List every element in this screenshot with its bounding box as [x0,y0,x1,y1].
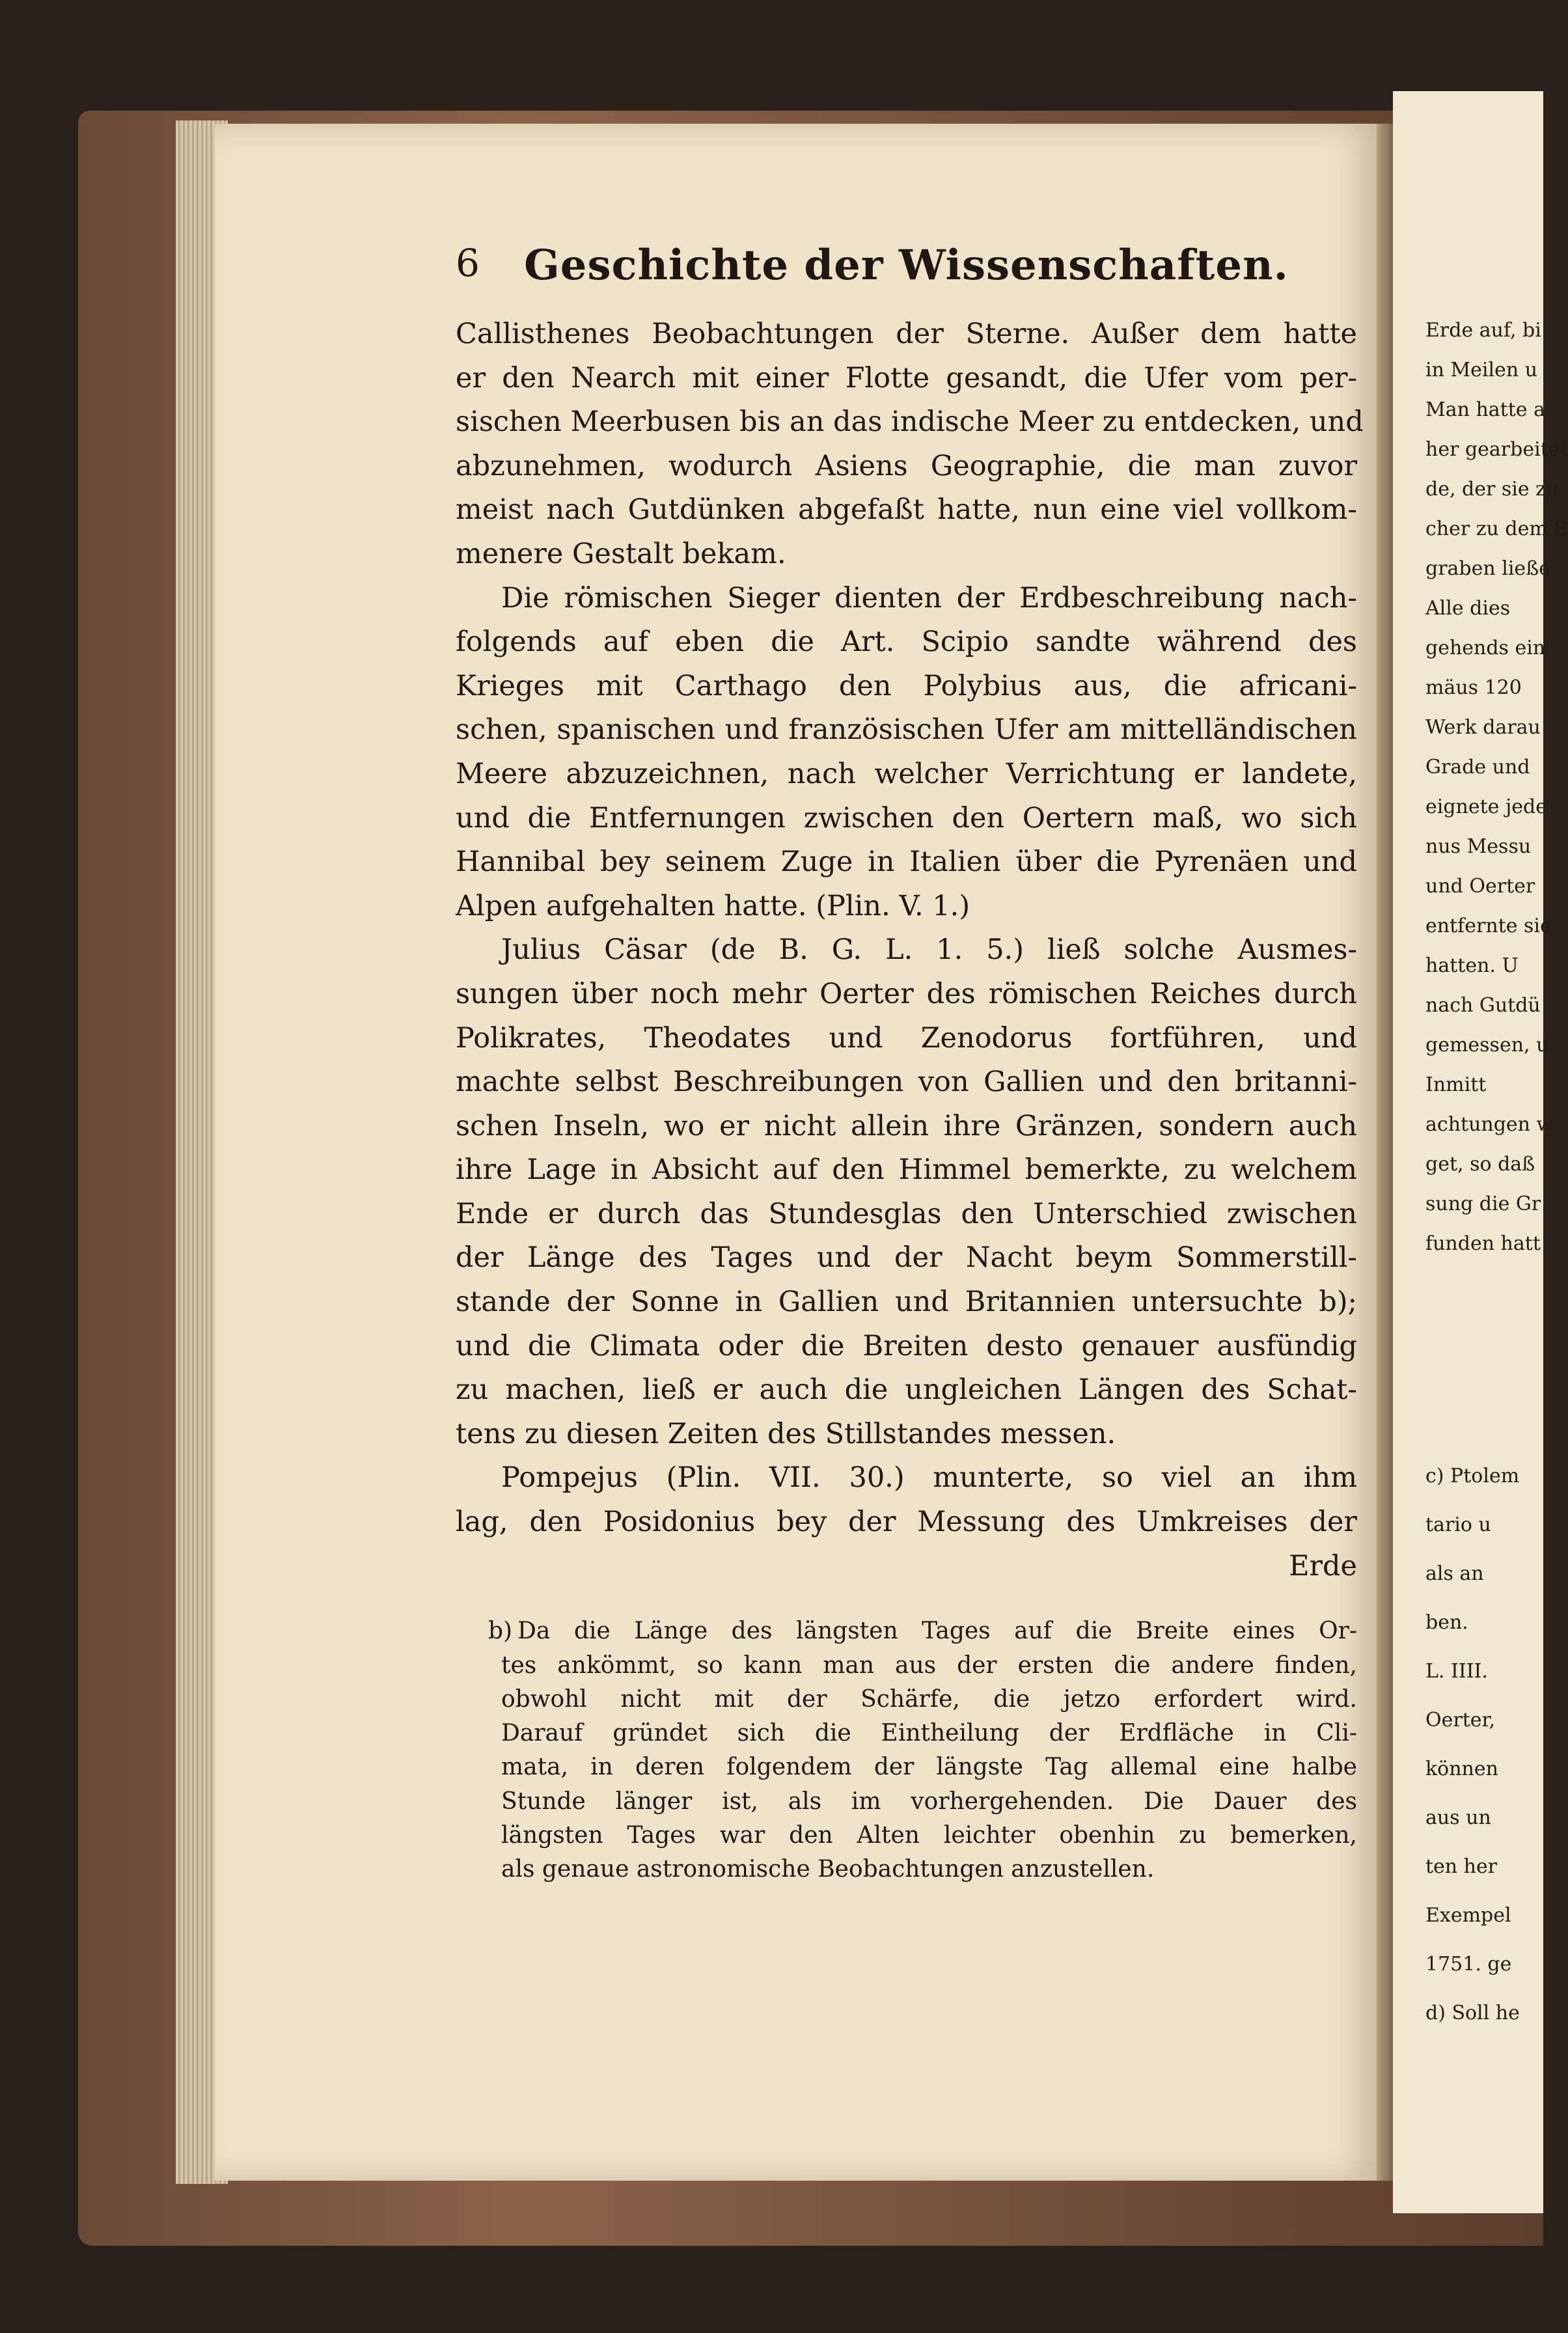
facing-page-line: achtungen w [1425,1113,1554,1136]
text-line: Alpen aufgehalten hatte. (Plin. V. 1.) [456,889,970,922]
body-text [456,312,1364,1588]
facing-page-line: Grade und [1425,756,1530,779]
text-line: Ende er durch das Stundesglas den Unterschied zwischen [456,1197,1357,1230]
text-line: zu machen, ließ er auch die ungleichen Längen des Schat- [456,1374,1357,1407]
facing-page-line: ben. [1425,1611,1468,1634]
facing-page-line: entfernte sie [1425,915,1552,937]
footnote-text: Da die Länge des längsten Tages auf die Breite eines Or- [517,1618,1357,1645]
page-content [456,241,1364,1887]
facing-page-line: nus Messu [1425,835,1532,858]
catchword: Erde [1289,1549,1357,1582]
facing-page-line: sung die Gr [1425,1193,1541,1215]
facing-page-line: funden hatt [1425,1232,1541,1255]
text-line: lag, den Posidonius bey der Messung des Umkreises der [456,1506,1357,1539]
facing-page-line: Werk darau [1425,716,1541,739]
facing-page-line: c) Ptolem [1425,1465,1520,1487]
footnote-line: Darauf gründet sich die Eintheilung der Erdfläche in Cli- [501,1720,1357,1747]
facing-page-line: Alle dies [1425,597,1511,620]
text-line: Hannibal bey seinem Zuge in Italien über die Pyrenäen und [456,846,1357,879]
facing-page-line: in Meilen u [1425,359,1538,381]
page-header [456,241,1357,299]
facing-page-line: Exempel [1425,1904,1511,1927]
footnote-line: Stunde länger ist, als im vorhergehenden. Die Dauer des [501,1788,1357,1815]
facing-page-line: Man hatte a [1425,398,1545,421]
facing-page-line: können [1425,1758,1498,1780]
text-line: Krieges mit Carthago den Polybius aus, die africani- [456,669,1357,702]
footnote-line: mata, in deren folgendem der längste Tag allemal eine halbe [501,1754,1357,1781]
text-line: stande der Sonne in Gallien und Britannien untersuchte b); [456,1286,1357,1319]
footnote-line [456,1614,1357,1648]
facing-page-line: ten her [1425,1855,1498,1878]
facing-page-line: cher zu dem E [1425,518,1568,540]
facing-page-line: get, so daß [1425,1153,1535,1176]
text-line: er den Nearch mit einer Flotte gesandt, die Ufer vom per- [456,361,1357,394]
footnote-line: längsten Tages war den Alten leichter obenhin zu bemerken, [501,1822,1357,1849]
text-line: und die Entfernungen zwischen den Oertern maß, wo sich [456,801,1357,835]
text-line: folgends auf eben die Art. Scipio sandte während des [456,626,1357,659]
facing-page-line: als an [1425,1562,1484,1585]
page-number: 6 [456,241,480,285]
text-line: ihre Lage in Absicht auf den Himmel bemerkte, zu welchem [456,1153,1357,1187]
text-line: Pompejus (Plin. VII. 30.) munterte, so viel an ihm [501,1461,1357,1495]
text-line: sungen über noch mehr Oerter des römischen Reiches durch [456,977,1357,1010]
facing-page-line: her gearbeitet [1425,438,1568,461]
facing-page-line: gehends ein [1425,637,1546,659]
text-line: der Länge des Tages und der Nacht beym Sommerstill- [456,1241,1357,1275]
facing-page-line: aus un [1425,1806,1491,1829]
facing-page-line: Oerter, [1425,1709,1496,1732]
facing-page-line: de, der sie zu [1425,478,1559,501]
text-line: tens zu diesen Zeiten des Stillstandes messen. [456,1417,1116,1450]
facing-page-line: eignete jede [1425,795,1547,818]
text-line: sischen Meerbusen bis an das indische Meer zu entdecken, und [456,406,1364,439]
text-line: Meere abzuzeichnen, nach welcher Verrichtung er landete, [456,757,1357,790]
footnote-line: obwohl nicht mit der Schärfe, die jetzo erfordert wird. [501,1685,1357,1713]
text-line: Die römischen Sieger dienten der Erdbeschreibung nach- [501,581,1357,614]
text-line: menere Gestalt bekam. [456,537,786,570]
facing-page-line: d) Soll he [1425,2002,1520,2024]
text-line: schen, spanischen und französischen Ufer am mittelländischen [456,713,1357,747]
running-title: Geschichte der Wissenschaften. [524,241,1289,290]
text-line: Polikrates, Theodates und Zenodorus fortführen, und [456,1021,1357,1055]
facing-page-line: hatten. U [1425,954,1519,977]
facing-page-line: und Oerter [1425,875,1535,898]
text-line: meist nach Gutdünken abgefaßt hatte, nun eine viel vollkom- [456,493,1357,527]
footnote [456,1614,1357,1886]
text-line: Callisthenes Beobachtungen der Sterne. Außer dem hatte [456,318,1357,350]
facing-page-line: tario u [1425,1513,1491,1536]
facing-page-line: Inmitt [1425,1073,1487,1096]
facing-page-line: L. IIII. [1425,1660,1488,1683]
facing-page-line: Erde auf, bi [1425,319,1541,342]
text-line: machte selbst Beschreibungen von Gallien und den britanni- [456,1066,1357,1099]
footnote-line: als genaue astronomische Beobachtungen anzustellen. [501,1856,1155,1883]
text-line: schen Inseln, wo er nicht allein ihre Gränzen, sondern auch [456,1109,1357,1142]
footnote-line: tes ankömmt, so kann man aus der ersten die andere finden, [501,1651,1357,1679]
facing-page-line: nach Gutdü [1425,994,1541,1017]
footnote-mark: b) [488,1618,513,1645]
text-line: und die Climata oder die Breiten desto genauer ausfündig [456,1329,1357,1362]
facing-page-line: mäus 120 [1425,676,1522,699]
facing-page-line: graben ließe. [1425,557,1557,580]
text-line: abzunehmen, wodurch Asiens Geographie, die man zuvor [456,449,1357,482]
facing-page-line: gemessen, u [1425,1034,1549,1056]
text-line: Julius Cäsar (de B. G. L. 1. 5.) ließ solche Ausmes- [501,933,1357,967]
facing-page-line: 1751. ge [1425,1953,1512,1976]
